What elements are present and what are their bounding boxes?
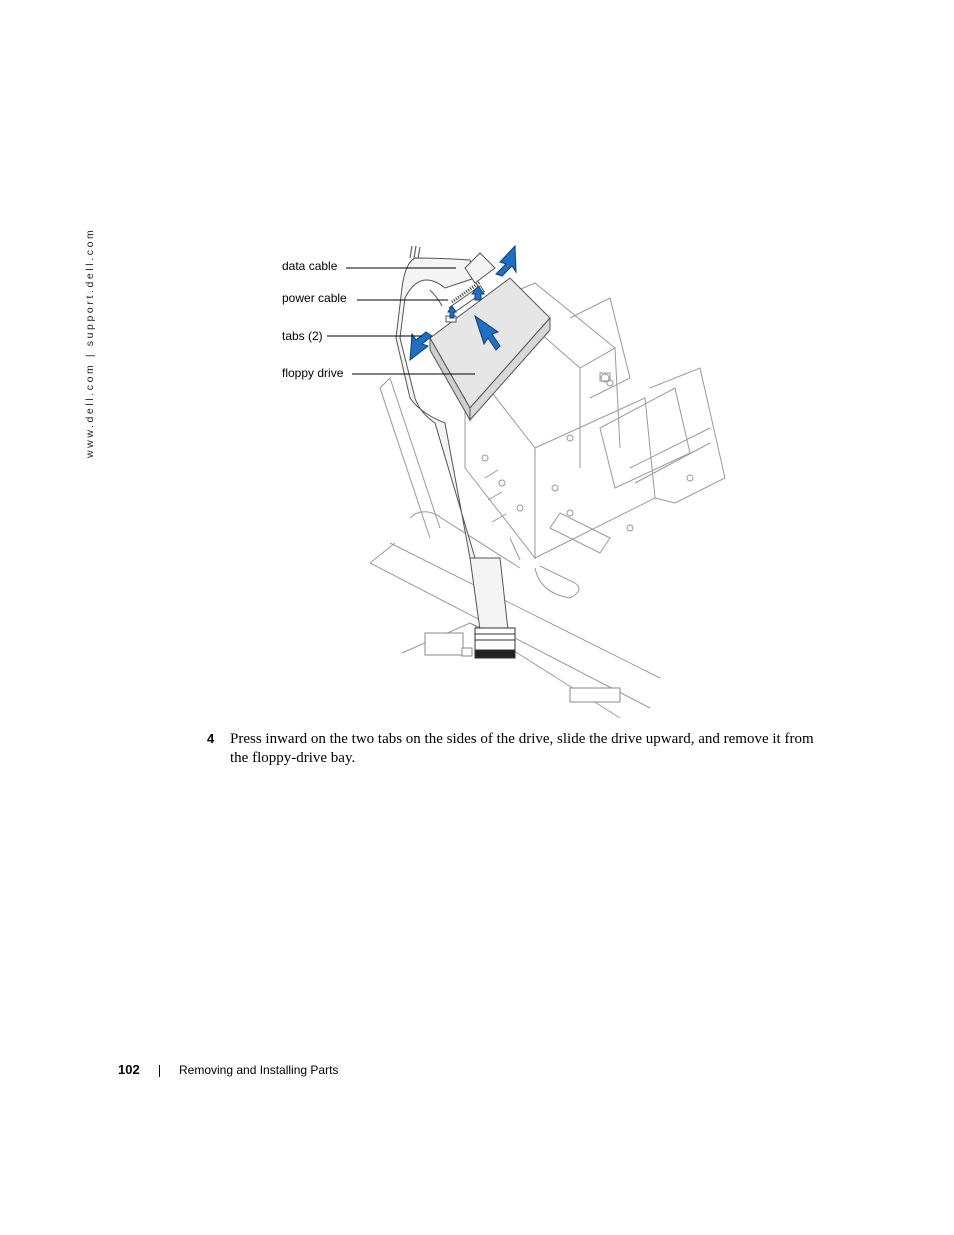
footer-divider [159, 1065, 160, 1077]
callout-data-cable: data cable [282, 259, 338, 273]
callout-floppy-drive: floppy drive [282, 366, 344, 380]
floppy-drive-removal-illustration [270, 238, 740, 728]
page-number: 102 [118, 1062, 140, 1077]
callout-leader-lines [270, 238, 740, 728]
callout-tabs: tabs (2) [282, 329, 323, 343]
callout-power-cable: power cable [282, 291, 347, 305]
step-number: 4 [207, 731, 215, 746]
sidebar-url: www.dell.com | support.dell.com [84, 227, 96, 458]
footer-section-title: Removing and Installing Parts [179, 1063, 339, 1077]
step-text: Press inward on the two tabs on the sides of the drive, slide the drive upward, and remove it from the floppy-drive bay. [230, 731, 814, 766]
